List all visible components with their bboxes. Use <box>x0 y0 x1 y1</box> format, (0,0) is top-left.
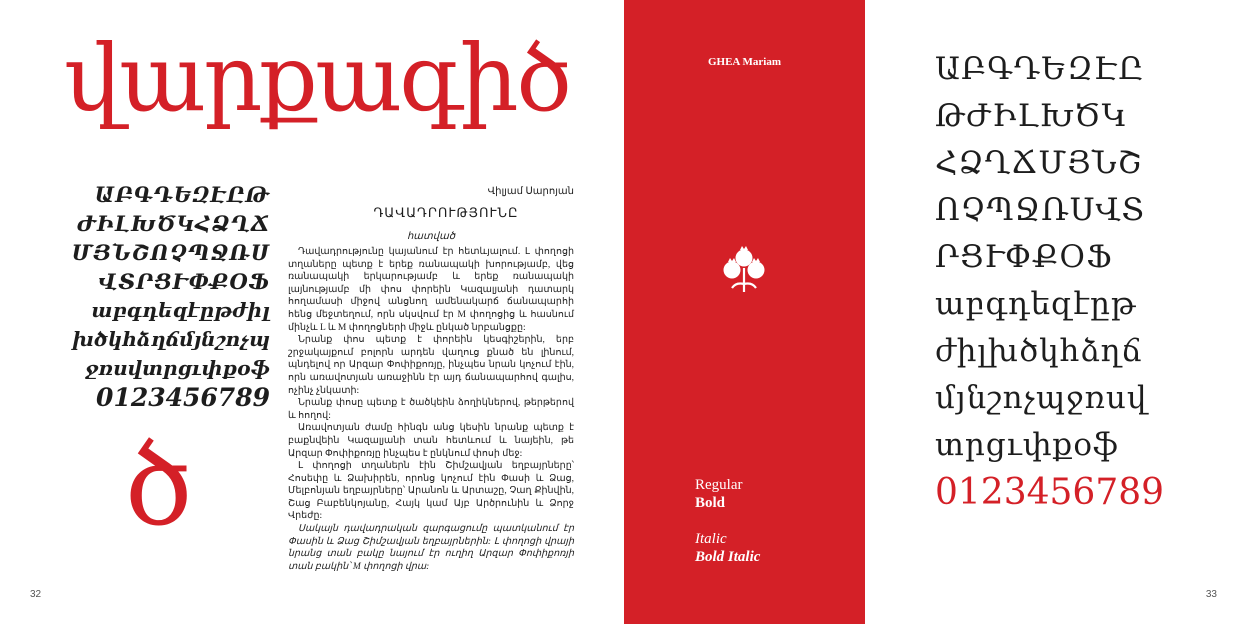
pomegranate-icon <box>714 238 774 302</box>
title-word: վարքագիծ <box>64 25 570 132</box>
charset-line: խծկհձղճմյնշոչպ <box>72 327 270 351</box>
page-number-left: 32 <box>30 589 42 600</box>
charset-line: աբգդեզէըթժիլ <box>91 298 270 322</box>
glyph-line: աբգդեզէըթ <box>935 286 1137 322</box>
author-name: Վիլյամ Սարոյան <box>487 186 574 197</box>
style-italic: Italic <box>695 531 727 547</box>
glyph-line: ՈՉՊՋՌՍՎՏ <box>935 192 1145 228</box>
charset-line: ՎՏՐՑՒՓՔՕՖ <box>98 269 270 294</box>
charset-line: ջռսվտրցւփքօֆ <box>84 356 270 380</box>
charset-line: ՄՅՆՇՈՉՊՋՌՍ <box>71 240 270 265</box>
red-panel <box>624 0 865 624</box>
glyph-line: ՐՑՒՓՔՕՖ <box>935 239 1113 275</box>
digits-line: 0123456789 <box>935 472 1165 513</box>
italic-charset <box>56 180 270 412</box>
italic-paragraph: Սակայն դավադրական զարգացումը պատկանում էր Փասին և Ձաց Շիմշավյան եղբայրներին: Լ փողոցի վրայի նրանց տան բակը նայում էր ուղիղ Արզար Փոփիքոռյի տան բակին՝ M փողոցի վրա: <box>288 524 574 572</box>
glyph-line: մյնշոչպջռսվ <box>935 380 1148 416</box>
glyph-line: տրցւփքօֆ <box>935 427 1120 463</box>
style-bold: Bold <box>695 495 726 511</box>
right-page <box>865 0 1247 624</box>
text-sample <box>288 186 574 573</box>
sample-subtitle: հատված <box>406 231 456 242</box>
charset-line: ԺԻԼԽԾԿՀՁՂՃ <box>77 211 270 236</box>
charset-digits: 0123456789 <box>96 383 270 412</box>
sample-body <box>288 246 574 573</box>
glyph-line: ԹԺԻԼԽԾԿ <box>935 98 1128 134</box>
paragraph: Լ փողոցի տղաներն էին Շիմշավյան եղբայրները՝ Հոսեփը և Ձախիրեն, որոնց կոչում էին Փասի և Ձաց, Մելբոնյան եղբայրները՝ Արանոն և Արտաշը, Չաղ Քինվին, Շաց Բաբենկոյանը, Հայկ կամ Այբ Արծրունին և Ձորջ Վրեժը: <box>288 461 574 522</box>
paragraph: Առավոտյան ժամը հինգն անց կեսին նրանք պետք է բաքնվեին Կազալյանի տան հետևում և նայեին, թե Արզար Փոփիքոռյը ինչպես է ընկնում փոսի մեջ: <box>288 423 574 459</box>
style-bold-italic: Bold Italic <box>695 549 761 565</box>
sample-title: ԴԱՎԱԴՐՈՒԹՅՈՒՆԸ <box>373 205 519 220</box>
paragraph: Նրանք փոս պետք է փորեին կեսգիշերին, երբ շրջակայքում բոլորն արդեն վաղուց քնած են լինում, պնդելով որ Արզար Փոփիքոռյը, ինչպես նրան կոչում էին, որն առավոտյան առաջինն էր այդ ճանապարհով գալիս, ոչինչ չնկատի: <box>288 335 574 396</box>
font-name: GHEA Mariam <box>707 56 782 68</box>
charset-line: ԱԲԳԴԵԶԷԸԹ <box>94 182 270 207</box>
glyph-line: ժիլխծկհձղճ <box>935 333 1143 369</box>
style-list <box>695 476 760 566</box>
featured-glyph: ծ <box>124 421 193 551</box>
paragraph: Նրանք փոսը պետք է ծածկեին ձողիկներով, թերթերով և հողով: <box>288 398 574 421</box>
page-number-right: 33 <box>1205 589 1217 600</box>
glyph-line: ԱԲԳԴԵԶԷԸ <box>935 51 1145 87</box>
style-regular: Regular <box>695 477 743 493</box>
regular-charset <box>935 46 1195 516</box>
paragraph: Դավադրությունը կայանում էր հետևյալում. Լ փողոցի տղաները պետք է երեք ռանապակի խորությամբ, վեց ռանապակի երկարությամբ և երեք ռանապակի լայնությամբ մի փոս փորեին Կազալյանի դատարկ հողամասի միջով անցնող ամենակարճ ճանապարհի հենց մեջտեղում, որն սկսվում էր M փողոցից և հասնում մինչև L և M փողոցների միջև ընկած նրբանցքը: <box>288 247 574 333</box>
glyph-line: ՀՁՂՃՄՅՆՇ <box>935 145 1142 181</box>
